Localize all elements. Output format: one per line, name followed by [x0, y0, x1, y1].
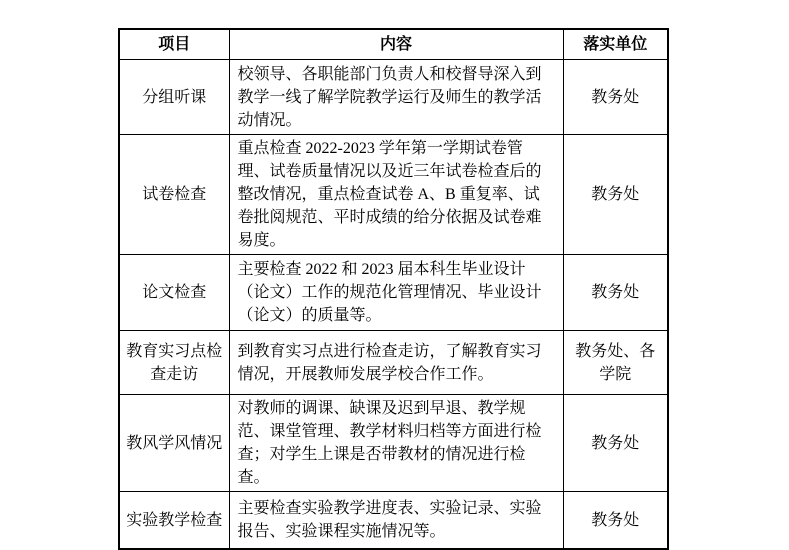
item-cell: 实验教学检查: [119, 492, 229, 550]
item-cell: 分组听课: [119, 60, 229, 135]
content-cell: 到教育实习点进行检查走访，了解教育实习情况，开展教师发展学校合作工作。: [229, 331, 563, 395]
table-row: [119, 255, 668, 331]
unit-cell: 教务处: [563, 255, 668, 331]
header-unit: 落实单位: [563, 29, 668, 60]
item-cell: 试卷检查: [119, 135, 229, 255]
content-cell: 校领导、各职能部门负责人和校督导深入到教学一线了解学院教学运行及师生的教学活动情况。: [229, 60, 563, 135]
item-cell: 论文检查: [119, 255, 229, 331]
content-cell: 主要检查实验教学进度表、实验记录、实验报告、实验课程实施情况等。: [229, 492, 563, 550]
unit-cell: 教务处: [563, 60, 668, 135]
table-row: [119, 492, 668, 550]
unit-cell: 教务处、各学院: [563, 331, 668, 395]
content-cell: 重点检查 2022-2023 学年第一学期试卷管理、试卷质量情况以及近三年试卷检查后的整改情况，重点检查试卷 A、B 重复率、试卷批阅规范、平时成绩的给分依据及试卷难易度。: [229, 135, 563, 255]
unit-cell: 教务处: [563, 492, 668, 550]
inspection-schedule-table: [118, 28, 669, 550]
table-row: [119, 395, 668, 492]
header-content: 内容: [229, 29, 563, 60]
item-cell: 教风学风情况: [119, 395, 229, 492]
table-header-row: [119, 29, 668, 60]
header-item: 项目: [119, 29, 229, 60]
unit-cell: 教务处: [563, 395, 668, 492]
unit-cell: 教务处: [563, 135, 668, 255]
table-row: [119, 331, 668, 395]
content-cell: 对教师的调课、缺课及迟到早退、教学规范、课堂管理、教学材料归档等方面进行检查；对学生上课是否带教材的情况进行检查。: [229, 395, 563, 492]
table-row: [119, 135, 668, 255]
table-row: [119, 60, 668, 135]
content-cell: 主要检查 2022 和 2023 届本科生毕业设计（论文）工作的规范化管理情况、毕业设计（论文）的质量等。: [229, 255, 563, 331]
item-cell: 教育实习点检查走访: [119, 331, 229, 395]
